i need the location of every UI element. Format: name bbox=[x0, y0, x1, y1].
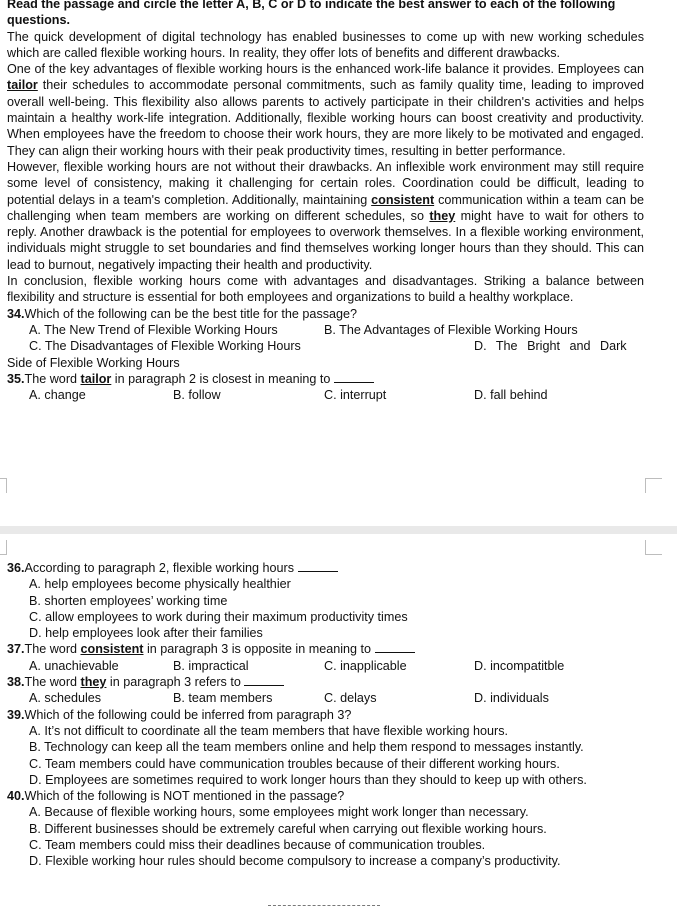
q37-option-b[interactable]: B. impractical bbox=[173, 658, 249, 673]
q39-option-d[interactable]: D. Employees are sometimes required to work longer hours than they should to keep up with others. bbox=[29, 772, 587, 787]
q34-option-d-continued: Side of Flexible Working Hours bbox=[7, 355, 180, 370]
answer-blank bbox=[334, 372, 374, 383]
q34-option-c[interactable]: C. The Disadvantages of Flexible Working Hours bbox=[29, 339, 301, 354]
q34-options-row2 bbox=[7, 338, 644, 354]
q38-option-c[interactable]: C. delays bbox=[324, 691, 377, 706]
q38-option-b[interactable]: B. team members bbox=[173, 691, 273, 706]
q37-keyword: consistent bbox=[80, 642, 144, 657]
q38-options bbox=[7, 690, 644, 706]
q35-options bbox=[7, 387, 644, 403]
answer-blank bbox=[375, 642, 415, 653]
page-two bbox=[7, 560, 644, 870]
keyword-tailor: tailor bbox=[7, 78, 38, 93]
q36-option-a[interactable]: A. help employees become physically healthier bbox=[29, 577, 291, 592]
q37-options bbox=[7, 658, 644, 674]
q35-option-a[interactable]: A. change bbox=[29, 388, 86, 403]
question-37: 37.The word consistent in paragraph 3 is opposite in meaning to bbox=[7, 641, 644, 657]
q37-option-a[interactable]: A. unachievable bbox=[29, 658, 119, 673]
q35-option-c[interactable]: C. interrupt bbox=[324, 388, 387, 403]
q40-option-c[interactable]: C. Team members could miss their deadlines because of communication troubles. bbox=[29, 838, 486, 853]
instruction-text: Read the passage and circle the letter A, B, C or D to indicate the best answer to each of the following questions. bbox=[7, 0, 616, 28]
q39-option-b[interactable]: B. Technology can keep all the team members online and help them respond to messages instantly. bbox=[29, 740, 584, 755]
q39-option-c[interactable]: C. Team members could have communication troubles because of their different working hours. bbox=[29, 756, 560, 771]
page-corner-mark bbox=[0, 478, 7, 493]
paragraph-4: In conclusion, flexible working hours come with advantages and disadvantages. Striking a balance between flexibility and structure is essential for both employees and organizations to build a healthy workplace. bbox=[7, 274, 644, 305]
question-39: 39.Which of the following could be inferred from paragraph 3? bbox=[7, 707, 352, 722]
page-one bbox=[7, 0, 644, 403]
question-35: 35.The word tailor in paragraph 2 is closest in meaning to bbox=[7, 371, 644, 387]
answer-blank bbox=[244, 675, 284, 686]
q38-option-a[interactable]: A. schedules bbox=[29, 691, 102, 706]
page-separator bbox=[0, 526, 677, 534]
q34-option-a[interactable]: A. The New Trend of Flexible Working Hours bbox=[29, 322, 278, 337]
q35-option-b[interactable]: B. follow bbox=[173, 388, 221, 403]
q36-option-b[interactable]: B. shorten employees’ working time bbox=[29, 593, 228, 608]
q35-option-d[interactable]: D. fall behind bbox=[474, 388, 548, 403]
q34-options-row1 bbox=[7, 322, 644, 338]
keyword-they: they bbox=[429, 208, 456, 223]
q39-option-a[interactable]: A. It’s not difficult to coordinate all the team members that have flexible working hours. bbox=[29, 723, 509, 738]
question-36: 36.According to paragraph 2, flexible working hours bbox=[7, 560, 644, 576]
q38-keyword: they bbox=[80, 675, 107, 690]
paragraph-2: One of the key advantages of flexible working hours is the enhanced work-life balance it provides. Employees can tailor their schedules to accommodate personal commitments, such as family quality time, leading to improved overall well-being. This flexibility also allows parents to actively participate in their children's activities and helps maintain a healthy work-life integration. Additionally, flexible working hours can boost creativity and productivity. When employees have the freedom to choose their work hours, they are more likely to be motivated and engaged. They can align their working hours with their peak productivity times, resulting in better performance. bbox=[7, 62, 644, 158]
keyword-consistent: consistent bbox=[371, 192, 435, 207]
q37-option-c[interactable]: C. inapplicable bbox=[324, 658, 407, 673]
q38-option-d[interactable]: D. individuals bbox=[474, 691, 549, 706]
page-corner-mark bbox=[645, 478, 662, 493]
answer-blank bbox=[298, 561, 338, 572]
end-divider bbox=[268, 905, 380, 906]
q36-option-c[interactable]: C. allow employees to work during their maximum productivity times bbox=[29, 609, 408, 624]
question-38: 38.The word they in paragraph 3 refers to bbox=[7, 674, 644, 690]
page-corner-mark bbox=[0, 540, 7, 555]
page-corner-mark bbox=[645, 540, 662, 555]
paragraph-3: However, flexible working hours are not without their drawbacks. An inflexible work environment may still require some level of consistency, making it challenging for certain roles. Coordination could be difficult, leading to potential delays in a team's completion. Additionally, maintaining consistent communication within a team can be challenging when team members are working on different schedules, so they might have to wait for others to reply. Another drawback is the potential for employees to overwork themselves. In a flexible working environment, individuals might struggle to set boundaries and find themselves working longer hours than they should. This can lead to burnout, negatively impacting their health and productivity. bbox=[7, 159, 644, 272]
q34-option-b[interactable]: B. The Advantages of Flexible Working Hours bbox=[324, 322, 578, 337]
paragraph-1: The quick development of digital technology has enabled businesses to come up with new working schedules which are called flexible working hours. In reality, they offer lots of benefits and different drawbacks. bbox=[7, 29, 644, 60]
q34-option-d[interactable]: D. The Bright and Dark bbox=[474, 339, 627, 354]
question-40: 40.Which of the following is NOT mentioned in the passage? bbox=[7, 789, 345, 804]
question-34: 34.Which of the following can be the best title for the passage? bbox=[7, 306, 358, 321]
q35-keyword: tailor bbox=[80, 371, 112, 386]
q40-option-d[interactable]: D. Flexible working hour rules should become compulsory to increase a company’s productivity. bbox=[29, 854, 561, 869]
q36-option-d[interactable]: D. help employees look after their families bbox=[29, 626, 263, 641]
q40-option-b[interactable]: B. Different businesses should be extremely careful when carrying out flexible working hours. bbox=[29, 821, 547, 836]
q37-option-d[interactable]: D. incompatitble bbox=[474, 658, 565, 673]
q40-option-a[interactable]: A. Because of flexible working hours, some employees might work longer than necessary. bbox=[29, 805, 529, 820]
